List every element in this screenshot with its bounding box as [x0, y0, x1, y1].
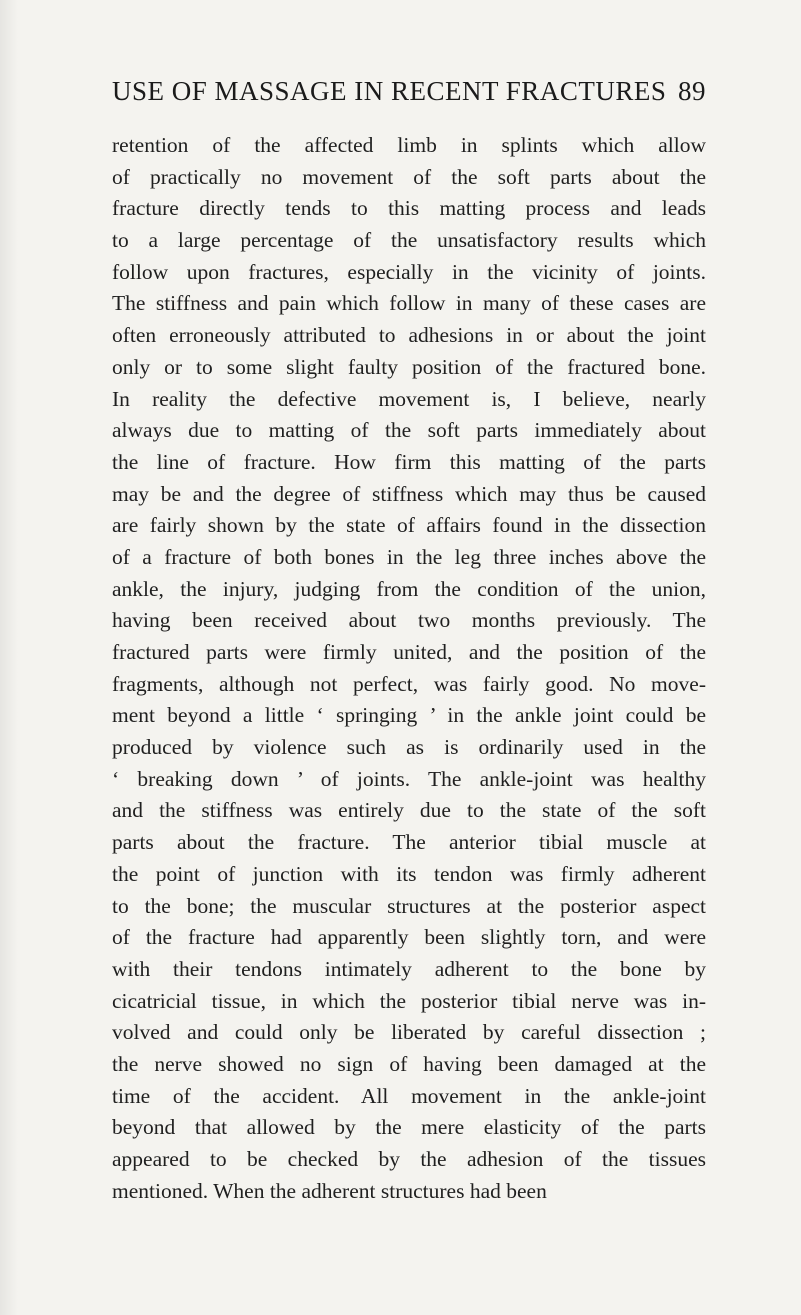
text-line: time of the accident. All movement in the ankle-joint: [112, 1083, 706, 1108]
text-line: of the fracture had apparently been slightly torn, and were: [112, 925, 706, 950]
text-line: fracture directly tends to this matting process and leads: [112, 196, 706, 221]
text-line: appeared to be checked by the adhesion of the tissues: [112, 1147, 706, 1171]
text-line: fragments, although not perfect, was fairly good. No move-: [112, 671, 706, 696]
text-line: having been received about two months previously. The: [112, 608, 706, 633]
body-text: [112, 130, 706, 1207]
text-line: may be and the degree of stiffness which may thus be caused: [112, 481, 706, 506]
text-line: mentioned. When the adherent structures had been: [112, 1178, 547, 1203]
text-line: the line of fracture. How firm this matting of the parts: [112, 449, 706, 474]
text-line: cicatricial tissue, in which the posterior tibial nerve was in-: [112, 988, 706, 1013]
running-head: USE OF MASSAGE IN RECENT FRACTURES: [112, 76, 667, 106]
text-line: beyond that allowed by the mere elasticity of the parts: [112, 1115, 706, 1140]
text-line: the nerve showed no sign of having been damaged at the: [112, 1051, 706, 1076]
text-line: volved and could only be liberated by careful dissection ;: [112, 1020, 706, 1045]
page-edge-shadow: [0, 0, 18, 1315]
page-number: 89: [678, 76, 706, 106]
text-line: ‘ breaking down ’ of joints. The ankle-joint was healthy: [112, 766, 706, 791]
text-line: ankle, the injury, judging from the condition of the union,: [112, 576, 706, 601]
text-line: ment beyond a little ‘ springing ’ in the ankle joint could be: [112, 703, 706, 728]
text-line: to the bone; the muscular structures at the posterior aspect: [112, 893, 706, 918]
text-line: The stiffness and pain which follow in many of these cases are: [112, 291, 706, 316]
text-line: of practically no movement of the soft parts about the: [112, 164, 706, 189]
text-line: parts about the fracture. The anterior tibial muscle at: [112, 830, 706, 855]
text-line: with their tendons intimately adherent to the bone by: [112, 956, 706, 981]
text-line: produced by violence such as is ordinarily used in the: [112, 735, 706, 760]
text-line: follow upon fractures, especially in the vicinity of joints.: [112, 259, 706, 284]
text-line: and the stiffness was entirely due to the state of the soft: [112, 798, 706, 823]
text-line: of a fracture of both bones in the leg three inches above the: [112, 544, 706, 569]
text-line: the point of junction with its tendon was firmly adherent: [112, 861, 706, 886]
text-line: only or to some slight faulty position of the fractured bone.: [112, 354, 706, 379]
text-line: In reality the defective movement is, I believe, nearly: [112, 386, 706, 411]
text-line: to a large percentage of the unsatisfactory results which: [112, 228, 706, 253]
page-header: [112, 76, 706, 112]
text-line: retention of the affected limb in splints which allow: [112, 133, 706, 157]
text-line: always due to matting of the soft parts immediately about: [112, 418, 706, 443]
text-line: fractured parts were firmly united, and the position of the: [112, 640, 706, 664]
text-line: are fairly shown by the state of affairs found in the dissection: [112, 513, 706, 538]
text-line: often erroneously attributed to adhesions in or about the joint: [112, 323, 706, 348]
